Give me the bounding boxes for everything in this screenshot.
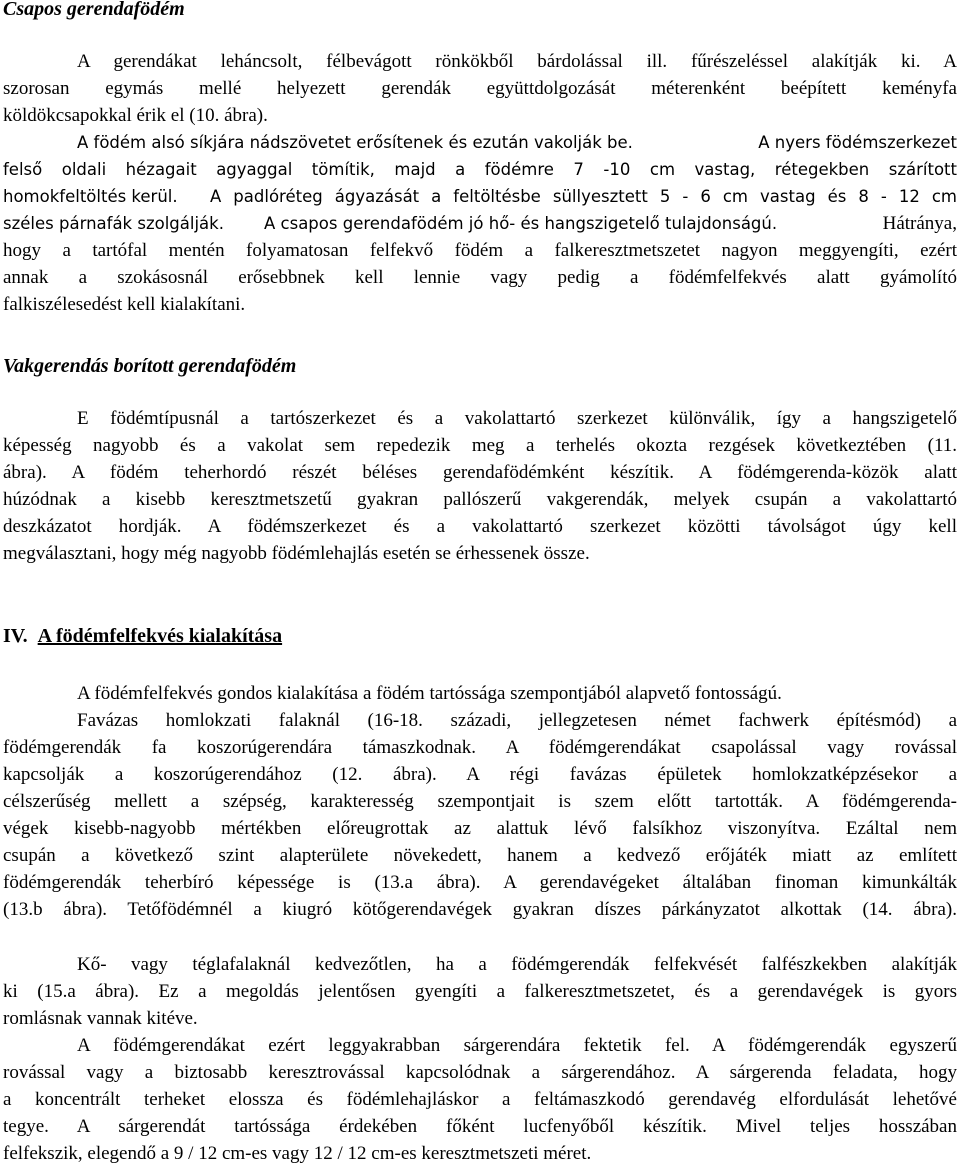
paragraph-line: A födém alsó síkjára nádszövetet erősítenek és ezután vakolják be. <box>77 133 633 152</box>
paragraph-line: romlásnak vannak kitéve. <box>3 1008 198 1029</box>
paragraph-line: E födémtípusnál a tartószerkezet és a vakolattartó szerkezet különválik, így a hangszigetelő <box>77 408 957 429</box>
paragraph-line: annak a szokásosnál erősebbnek kell lennie vagy pedig a födémfelfekvés alatt gyámolító <box>3 267 957 288</box>
paragraph-line: megválasztani, hogy még nagyobb födémlehajlás esetén se érhessenek össze. <box>3 543 590 564</box>
paragraph-line: A padlóréteg ágyazását a feltöltésbe süllyesztett 5 - 6 cm vastag és 8 - 12 cm <box>210 187 957 206</box>
paragraph-line: homokfeltöltés kerül. <box>3 187 178 206</box>
paragraph-line: A födémfelfekvés gondos kialakítása a födém tartóssága szempontjából alapvető fontosságú. <box>77 683 782 704</box>
chapter-title-text: A födémfelfekvés kialakítása <box>37 625 283 647</box>
paragraph-line: rovással vagy a biztosabb keresztrovással kapcsolódnak a sárgerendához. A sárgerenda feladata, hogy <box>3 1062 957 1083</box>
paragraph-line: végek kisebb-nagyobb mértékben előreugrottak az alattuk lévő falsíkhoz viszonyítva. Ezáltal nem <box>3 818 957 839</box>
paragraph-line: födémgerendák teherbíró képessége is (13.a ábra). A gerendavégeket általában finoman kimunkálták <box>3 872 957 893</box>
paragraph-line: felső oldali hézagait agyaggal tömítik, majd a födémre 7 -10 cm vastag, rétegekben szárított <box>3 160 957 179</box>
chapter-title <box>3 624 957 648</box>
paragraph-line: felfekszik, elegendő a 9 / 12 cm-es vagy 12 / 12 cm-es keresztmetszeti méret. <box>3 1143 592 1164</box>
paragraph-line: födémgerendák fa koszorúgerendára támaszkodnak. A födémgerendákat csapolással vagy rovással <box>3 737 957 758</box>
paragraph-line: Hátránya, <box>882 213 957 234</box>
paragraph-line: falkiszélesedést kell kialakítani. <box>3 294 246 315</box>
paragraph-line: szorosan egymás mellé helyezett gerendák együttdolgozását méterenként beépített keményfa <box>3 78 957 99</box>
paragraph-line: deszkázatot hordják. A födémszerkezet és a vakolattartó szerkezet közötti távolságot úgy kell <box>3 516 957 537</box>
section-heading-csapos: Csapos gerendafödém <box>3 0 185 20</box>
paragraph-line: húzódnak a kisebb keresztmetszetű gyakran pallószerű vakgerendák, melyek csupán a vakolattartó <box>3 489 957 510</box>
paragraph-line: kapcsolják a koszorúgerendához (12. ábra). A régi favázas épületek homlokzatképzésekor a <box>3 764 957 785</box>
paragraph-line: ábra). A födém teherhordó részét béléses gerendafödémként készítik. A födémgerenda-közök alatt <box>3 462 957 483</box>
paragraph-line: A csapos gerendafödém jó hő- és hangszigetelő tulajdonságú. <box>264 214 778 233</box>
paragraph-line: Favázas homlokzati falaknál (16-18. századi, jellegzetesen német fachwerk építésmód) a <box>77 710 957 731</box>
paragraph-line: célszerűség mellett a szépség, karakteresség szempontjait is szem előtt tartották. A födémgerenda- <box>3 791 957 812</box>
paragraph-line: (13.b ábra). Tetőfödémnél a kiugró kötőgerendavégek gyakran díszes párkányzatot alkottak (14. ábra). <box>3 899 957 920</box>
section-heading-vakgerendas: Vakgerendás borított gerendafödém <box>3 355 297 377</box>
paragraph-line: széles párnafák szolgálják. <box>3 214 224 233</box>
paragraph-line: ki (15.a ábra). Ez a megoldás jelentősen gyengíti a falkeresztmetszetet, és a gerendavégek is gyors <box>3 981 957 1002</box>
paragraph-line: képesség nagyobb és a vakolat sem repedezik meg a terhelés okozta rezgések következtében (11. <box>3 435 957 456</box>
paragraph-line: A nyers födémszerkezet <box>758 133 957 152</box>
paragraph-line: csupán a következő szint alapterülete növekedett, hanem a kedvező erőjáték miatt az említett <box>3 845 957 866</box>
chapter-number: IV. <box>3 625 28 647</box>
paragraph-line: tegye. A sárgerendát tartóssága érdekében főként lucfenyőből készítik. Mivel teljes hosszában <box>3 1116 957 1137</box>
paragraph-line: a koncentrált terheket elossza és födémlehajláskor a feltámaszkodó gerendavég elfordulását lehetővé <box>3 1089 957 1110</box>
paragraph-line: köldökcsapokkal érik el (10. ábra). <box>3 105 268 126</box>
paragraph-line: A födémgerendákat ezért leggyakrabban sárgerendára fektetik fel. A födémgerendák egyszerű <box>77 1035 957 1056</box>
paragraph-line: A gerendákat leháncsolt, félbevágott rönkökből bárdolással ill. fűrészeléssel alakítják ki. A <box>77 51 957 72</box>
paragraph-line: hogy a tartófal mentén folyamatosan felfekvő födém a falkeresztmetszetet nagyon meggyengíti, ezért <box>3 240 957 261</box>
paragraph-line: Kő- vagy téglafalaknál kedvezőtlen, ha a födémgerendák felfekvését falfészkekben alakítják <box>77 954 957 975</box>
